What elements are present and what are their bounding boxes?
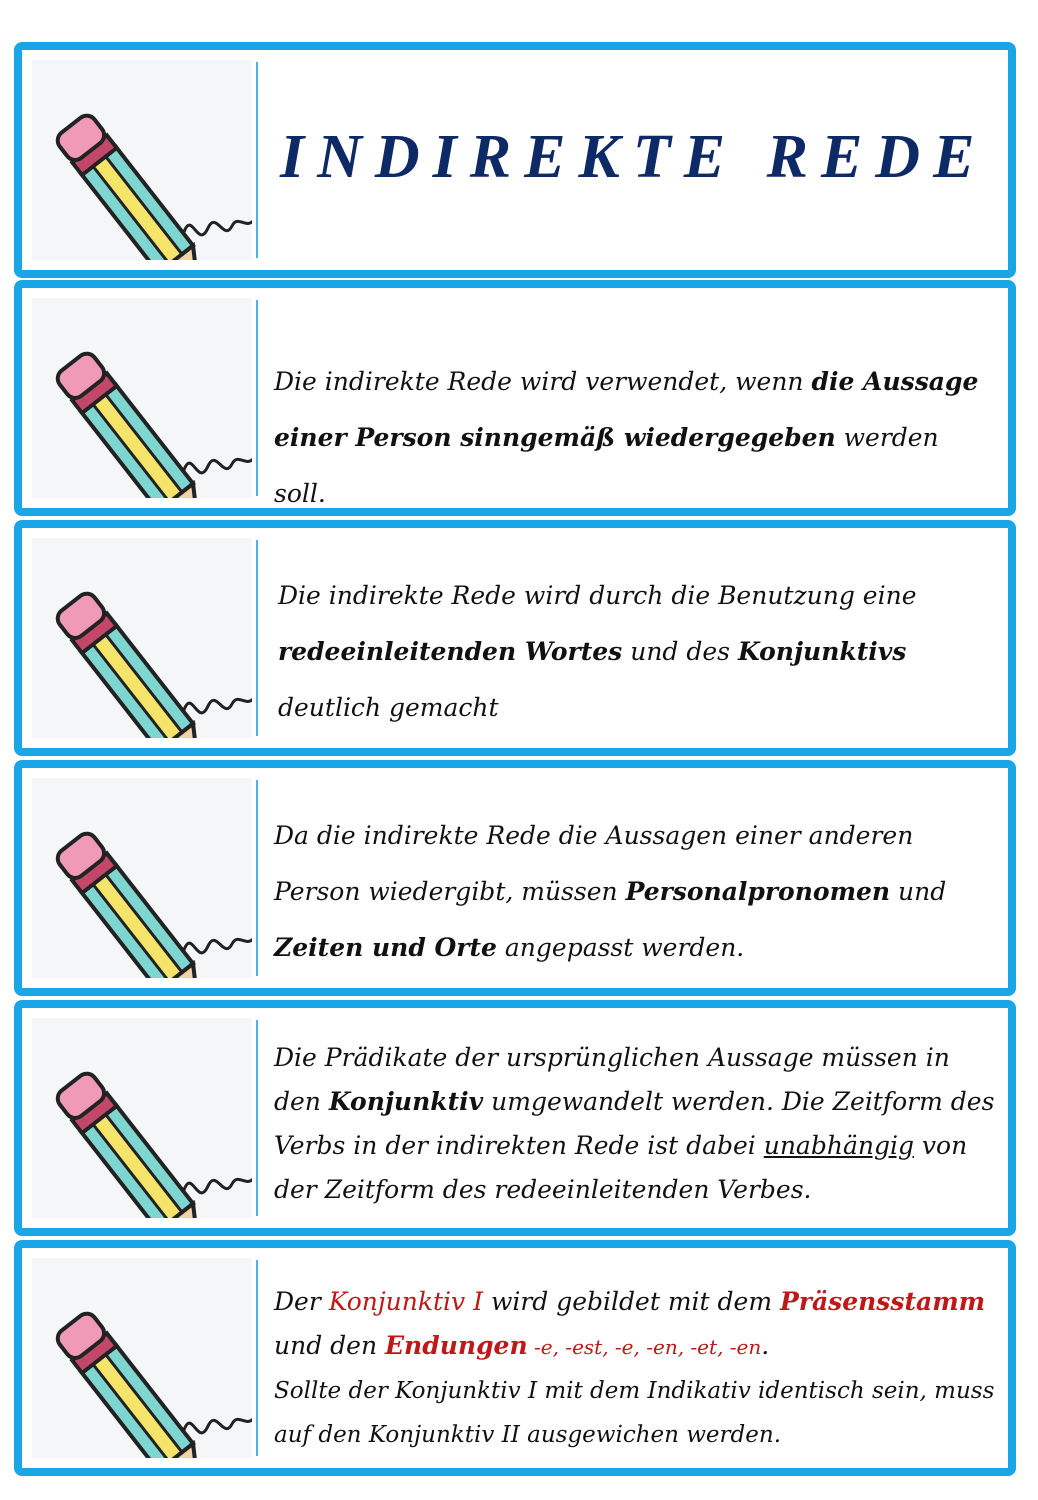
pencil-writing-icon (32, 1018, 252, 1218)
page-title: INDIREKTE REDE (280, 123, 988, 191)
divider (256, 1020, 258, 1216)
pencil-writing-icon (32, 298, 252, 498)
rule-text-4: Die Prädikate der ursprünglichen Aussage müssen in den Konjunktiv umgewandelt werden. Die Zeitform des Verbs in der indirekten Rede ist dabei unabhängig von der Zeitform des redeeinleitenden Verbes. (274, 1043, 995, 1204)
rule-card-2 (14, 520, 1016, 756)
rule-card-3 (14, 760, 1016, 996)
rule-text-5-line2: Sollte der Konjunktiv I mit dem Indikativ identisch sein, muss auf den Konjunktiv II ausgewichen werden. (274, 1378, 995, 1448)
divider (256, 540, 258, 736)
rule-text-3: Da die indirekte Rede die Aussagen einer anderen Person wiedergibt, müssen Personalpronomen und Zeiten und Orte angepasst werden. (274, 821, 947, 962)
divider (256, 1260, 258, 1456)
rule-card-5 (14, 1240, 1016, 1476)
pencil-writing-icon (32, 778, 252, 978)
pencil-writing-icon (32, 1258, 252, 1458)
title-card (14, 42, 1016, 278)
rule-text-5: Der Konjunktiv I wird gebildet mit dem Präsensstamm und den Endungen -e, -est, -e, -en, -et, -en. Sollte der Konjunktiv I mit dem Indikativ identisch sein, muss auf den Konjunktiv II ausgewichen werden. (274, 1280, 996, 1457)
rule-text-2: Die indirekte Rede wird durch die Benutzung eine redeeinleitenden Wortes und des Konjunktivs deutlich gemacht (278, 581, 917, 722)
divider (256, 62, 258, 258)
pencil-writing-icon (32, 538, 252, 738)
divider (256, 300, 258, 496)
rule-card-4 (14, 1000, 1016, 1236)
rule-card-1 (14, 280, 1016, 516)
divider (256, 780, 258, 976)
pencil-writing-icon (32, 60, 252, 260)
rule-text-1: Die indirekte Rede wird verwendet, wenn die Aussage einer Person sinngemäß wiedergegeben werden soll. (274, 367, 979, 508)
